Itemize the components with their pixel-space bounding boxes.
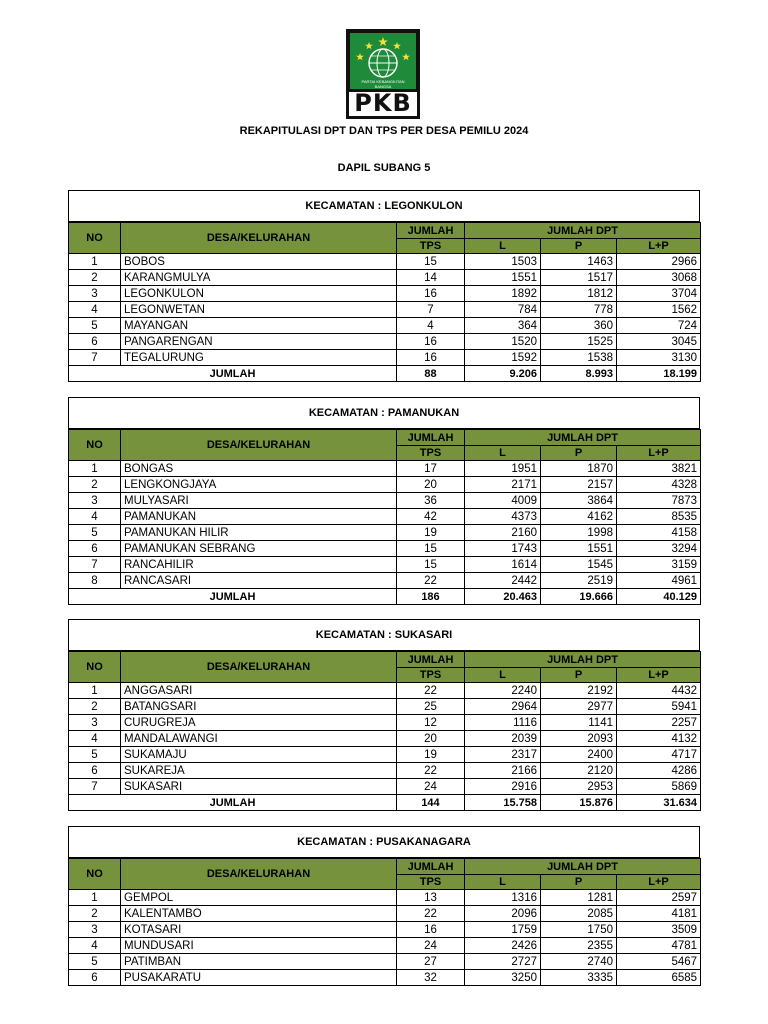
row-no: 2	[69, 477, 121, 493]
row-p: 2093	[541, 731, 617, 747]
row-no: 3	[69, 286, 121, 302]
header-tps: TPS	[397, 875, 465, 890]
dpt-table	[68, 651, 701, 811]
row-desa: SUKAREJA	[121, 763, 397, 779]
total-l: 15.758	[465, 795, 541, 811]
row-p: 1551	[541, 541, 617, 557]
row-no: 1	[69, 683, 121, 699]
row-no: 2	[69, 906, 121, 922]
row-tps: 36	[397, 493, 465, 509]
total-tps: 144	[397, 795, 465, 811]
row-tps: 20	[397, 477, 465, 493]
row-tps: 20	[397, 731, 465, 747]
row-desa: BATANGSARI	[121, 699, 397, 715]
row-l: 2426	[465, 938, 541, 954]
row-l: 1503	[465, 254, 541, 270]
row-tps: 22	[397, 906, 465, 922]
row-l: 1614	[465, 557, 541, 573]
row-p: 1538	[541, 350, 617, 366]
row-p: 2400	[541, 747, 617, 763]
row-desa: CURUGREJA	[121, 715, 397, 731]
kecamatan-block	[68, 397, 700, 605]
table-row	[69, 890, 701, 906]
row-desa: SUKAMAJU	[121, 747, 397, 763]
kecamatan-title: KECAMATAN : LEGONKULON	[68, 190, 700, 222]
row-no: 7	[69, 350, 121, 366]
row-p: 3335	[541, 970, 617, 986]
header-desa: DESA/KELURAHAN	[121, 859, 397, 890]
header-jumlah: JUMLAH	[397, 223, 465, 239]
row-tps: 15	[397, 254, 465, 270]
table-row	[69, 286, 701, 302]
row-l: 1592	[465, 350, 541, 366]
header-desa: DESA/KELURAHAN	[121, 652, 397, 683]
row-lp: 3130	[617, 350, 701, 366]
header-row	[69, 652, 701, 668]
table-row	[69, 731, 701, 747]
row-no: 1	[69, 254, 121, 270]
row-p: 778	[541, 302, 617, 318]
row-lp: 3045	[617, 334, 701, 350]
row-no: 7	[69, 557, 121, 573]
table-row	[69, 541, 701, 557]
row-lp: 2257	[617, 715, 701, 731]
row-desa: RANCASARI	[121, 573, 397, 589]
row-desa: SUKASARI	[121, 779, 397, 795]
header-tps: TPS	[397, 239, 465, 254]
row-lp: 4781	[617, 938, 701, 954]
table-row	[69, 699, 701, 715]
row-lp: 8535	[617, 509, 701, 525]
row-l: 2317	[465, 747, 541, 763]
row-lp: 2597	[617, 890, 701, 906]
header-p: P	[541, 875, 617, 890]
row-desa: LEGONKULON	[121, 286, 397, 302]
kecamatan-block	[68, 619, 700, 811]
row-tps: 7	[397, 302, 465, 318]
table-row	[69, 270, 701, 286]
row-lp: 2966	[617, 254, 701, 270]
table-row	[69, 302, 701, 318]
dpt-table	[68, 222, 701, 382]
row-tps: 13	[397, 890, 465, 906]
row-p: 1281	[541, 890, 617, 906]
row-tps: 15	[397, 541, 465, 557]
row-p: 1545	[541, 557, 617, 573]
table-row	[69, 525, 701, 541]
row-p: 1998	[541, 525, 617, 541]
row-p: 2740	[541, 954, 617, 970]
table-row	[69, 906, 701, 922]
total-p: 8.993	[541, 366, 617, 382]
dpt-table	[68, 429, 701, 605]
header-jumlah: JUMLAH	[397, 430, 465, 446]
row-tps: 22	[397, 763, 465, 779]
row-p: 4162	[541, 509, 617, 525]
row-p: 2192	[541, 683, 617, 699]
row-l: 2160	[465, 525, 541, 541]
row-desa: PATIMBAN	[121, 954, 397, 970]
total-l: 9.206	[465, 366, 541, 382]
header-tps: TPS	[397, 668, 465, 683]
header-p: P	[541, 668, 617, 683]
row-lp: 4158	[617, 525, 701, 541]
row-l: 2166	[465, 763, 541, 779]
header-dpt: JUMLAH DPT	[465, 859, 701, 875]
row-lp: 7873	[617, 493, 701, 509]
header-l: L	[465, 446, 541, 461]
row-lp: 4717	[617, 747, 701, 763]
row-l: 2096	[465, 906, 541, 922]
row-l: 1116	[465, 715, 541, 731]
row-tps: 16	[397, 334, 465, 350]
header-l: L	[465, 239, 541, 254]
row-tps: 24	[397, 779, 465, 795]
table-row	[69, 334, 701, 350]
kecamatan-title: KECAMATAN : PAMANUKAN	[68, 397, 700, 429]
table-row	[69, 763, 701, 779]
dpt-table	[68, 858, 701, 986]
row-tps: 19	[397, 525, 465, 541]
row-lp: 4328	[617, 477, 701, 493]
row-desa: PUSAKARATU	[121, 970, 397, 986]
table-row	[69, 509, 701, 525]
header-dpt: JUMLAH DPT	[465, 652, 701, 668]
row-desa: RANCAHILIR	[121, 557, 397, 573]
row-no: 2	[69, 699, 121, 715]
kecamatan-block	[68, 190, 700, 382]
row-lp: 3704	[617, 286, 701, 302]
row-tps: 12	[397, 715, 465, 731]
row-desa: LENGKONGJAYA	[121, 477, 397, 493]
header-dpt: JUMLAH DPT	[465, 223, 701, 239]
table-row	[69, 779, 701, 795]
row-p: 1463	[541, 254, 617, 270]
header-desa: DESA/KELURAHAN	[121, 430, 397, 461]
total-p: 15.876	[541, 795, 617, 811]
row-p: 2355	[541, 938, 617, 954]
row-p: 1812	[541, 286, 617, 302]
row-desa: KARANGMULYA	[121, 270, 397, 286]
row-lp: 4286	[617, 763, 701, 779]
table-row	[69, 938, 701, 954]
header-lp: L+P	[617, 239, 701, 254]
row-lp: 4961	[617, 573, 701, 589]
row-l: 1743	[465, 541, 541, 557]
row-desa: MANDALAWANGI	[121, 731, 397, 747]
row-l: 1759	[465, 922, 541, 938]
row-p: 3864	[541, 493, 617, 509]
row-no: 6	[69, 541, 121, 557]
row-p: 1525	[541, 334, 617, 350]
kecamatan-block	[68, 826, 700, 986]
header-row	[69, 859, 701, 875]
table-row	[69, 493, 701, 509]
table-row	[69, 683, 701, 699]
table-row	[69, 747, 701, 763]
row-desa: BOBOS	[121, 254, 397, 270]
row-l: 1551	[465, 270, 541, 286]
row-desa: MUNDUSARI	[121, 938, 397, 954]
row-no: 5	[69, 525, 121, 541]
row-tps: 22	[397, 683, 465, 699]
document-subtitle: DAPIL SUBANG 5	[337, 162, 431, 174]
header-tps: TPS	[397, 446, 465, 461]
row-lp: 3068	[617, 270, 701, 286]
row-p: 360	[541, 318, 617, 334]
row-desa: BONGAS	[121, 461, 397, 477]
row-tps: 16	[397, 922, 465, 938]
row-no: 3	[69, 715, 121, 731]
row-desa: PAMANUKAN SEBRANG	[121, 541, 397, 557]
row-lp: 4181	[617, 906, 701, 922]
row-l: 4009	[465, 493, 541, 509]
header-no: NO	[69, 430, 121, 461]
table-row	[69, 461, 701, 477]
table-row	[69, 477, 701, 493]
row-tps: 14	[397, 270, 465, 286]
row-l: 2727	[465, 954, 541, 970]
row-p: 2977	[541, 699, 617, 715]
header-no: NO	[69, 652, 121, 683]
row-p: 2085	[541, 906, 617, 922]
row-desa: TEGALURUNG	[121, 350, 397, 366]
row-desa: PAMANUKAN HILIR	[121, 525, 397, 541]
row-tps: 16	[397, 286, 465, 302]
row-desa: MAYANGAN	[121, 318, 397, 334]
header-l: L	[465, 668, 541, 683]
logo-text: PKB	[346, 89, 420, 119]
row-tps: 42	[397, 509, 465, 525]
row-desa: PAMANUKAN	[121, 509, 397, 525]
table-row	[69, 254, 701, 270]
row-no: 4	[69, 302, 121, 318]
row-desa: PANGARENGAN	[121, 334, 397, 350]
row-no: 6	[69, 970, 121, 986]
total-lp: 18.199	[617, 366, 701, 382]
row-l: 2964	[465, 699, 541, 715]
table-row	[69, 715, 701, 731]
header-jumlah: JUMLAH	[397, 652, 465, 668]
row-p: 2519	[541, 573, 617, 589]
table-row	[69, 557, 701, 573]
total-lp: 31.634	[617, 795, 701, 811]
row-no: 6	[69, 334, 121, 350]
row-tps: 27	[397, 954, 465, 970]
total-label: JUMLAH	[69, 366, 397, 382]
row-no: 6	[69, 763, 121, 779]
row-l: 1951	[465, 461, 541, 477]
row-tps: 25	[397, 699, 465, 715]
row-l: 3250	[465, 970, 541, 986]
row-desa: ANGGASARI	[121, 683, 397, 699]
row-lp: 1562	[617, 302, 701, 318]
row-no: 1	[69, 890, 121, 906]
kecamatan-title: KECAMATAN : PUSAKANAGARA	[68, 826, 700, 858]
pkb-logo	[346, 29, 420, 119]
row-p: 1517	[541, 270, 617, 286]
header-l: L	[465, 875, 541, 890]
header-jumlah: JUMLAH	[397, 859, 465, 875]
row-p: 1750	[541, 922, 617, 938]
row-no: 4	[69, 731, 121, 747]
row-lp: 3294	[617, 541, 701, 557]
row-lp: 5467	[617, 954, 701, 970]
table-row	[69, 954, 701, 970]
row-p: 1141	[541, 715, 617, 731]
total-row	[69, 589, 701, 605]
table-row	[69, 318, 701, 334]
total-tps: 186	[397, 589, 465, 605]
row-tps: 22	[397, 573, 465, 589]
row-lp: 4432	[617, 683, 701, 699]
row-lp: 5869	[617, 779, 701, 795]
row-lp: 3821	[617, 461, 701, 477]
header-row	[69, 223, 701, 239]
row-desa: GEMPOL	[121, 890, 397, 906]
row-desa: KOTASARI	[121, 922, 397, 938]
row-l: 4373	[465, 509, 541, 525]
table-row	[69, 350, 701, 366]
row-l: 1520	[465, 334, 541, 350]
row-desa: LEGONWETAN	[121, 302, 397, 318]
row-tps: 32	[397, 970, 465, 986]
row-tps: 17	[397, 461, 465, 477]
document-title: REKAPITULASI DPT DAN TPS PER DESA PEMILU 2024	[239, 125, 529, 137]
header-desa: DESA/KELURAHAN	[121, 223, 397, 254]
row-no: 5	[69, 318, 121, 334]
row-tps: 4	[397, 318, 465, 334]
table-row	[69, 922, 701, 938]
row-no: 5	[69, 954, 121, 970]
total-p: 19.666	[541, 589, 617, 605]
row-lp: 5941	[617, 699, 701, 715]
total-l: 20.463	[465, 589, 541, 605]
row-tps: 15	[397, 557, 465, 573]
header-p: P	[541, 446, 617, 461]
row-no: 3	[69, 493, 121, 509]
row-no: 3	[69, 922, 121, 938]
row-tps: 16	[397, 350, 465, 366]
row-desa: KALENTAMBO	[121, 906, 397, 922]
row-l: 2039	[465, 731, 541, 747]
row-lp: 3159	[617, 557, 701, 573]
row-no: 2	[69, 270, 121, 286]
total-lp: 40.129	[617, 589, 701, 605]
table-row	[69, 573, 701, 589]
total-row	[69, 366, 701, 382]
row-l: 2442	[465, 573, 541, 589]
header-lp: L+P	[617, 875, 701, 890]
row-p: 1870	[541, 461, 617, 477]
row-no: 7	[69, 779, 121, 795]
row-l: 2240	[465, 683, 541, 699]
row-lp: 4132	[617, 731, 701, 747]
logo-motto: PARTAI KEBANGKITAN BANGSA	[361, 79, 405, 89]
row-p: 2157	[541, 477, 617, 493]
header-row	[69, 430, 701, 446]
table-row	[69, 970, 701, 986]
row-no: 4	[69, 509, 121, 525]
header-dpt: JUMLAH DPT	[465, 430, 701, 446]
row-l: 1892	[465, 286, 541, 302]
header-lp: L+P	[617, 668, 701, 683]
row-lp: 724	[617, 318, 701, 334]
row-tps: 24	[397, 938, 465, 954]
row-lp: 3509	[617, 922, 701, 938]
row-l: 784	[465, 302, 541, 318]
row-no: 1	[69, 461, 121, 477]
header-p: P	[541, 239, 617, 254]
row-p: 2953	[541, 779, 617, 795]
header-no: NO	[69, 223, 121, 254]
row-tps: 19	[397, 747, 465, 763]
total-row	[69, 795, 701, 811]
row-no: 8	[69, 573, 121, 589]
row-no: 5	[69, 747, 121, 763]
row-l: 1316	[465, 890, 541, 906]
total-tps: 88	[397, 366, 465, 382]
row-l: 2916	[465, 779, 541, 795]
header-lp: L+P	[617, 446, 701, 461]
row-desa: MULYASARI	[121, 493, 397, 509]
total-label: JUMLAH	[69, 589, 397, 605]
row-p: 2120	[541, 763, 617, 779]
row-lp: 6585	[617, 970, 701, 986]
kecamatan-title: KECAMATAN : SUKASARI	[68, 619, 700, 651]
row-l: 2171	[465, 477, 541, 493]
row-no: 4	[69, 938, 121, 954]
row-l: 364	[465, 318, 541, 334]
total-label: JUMLAH	[69, 795, 397, 811]
header-no: NO	[69, 859, 121, 890]
